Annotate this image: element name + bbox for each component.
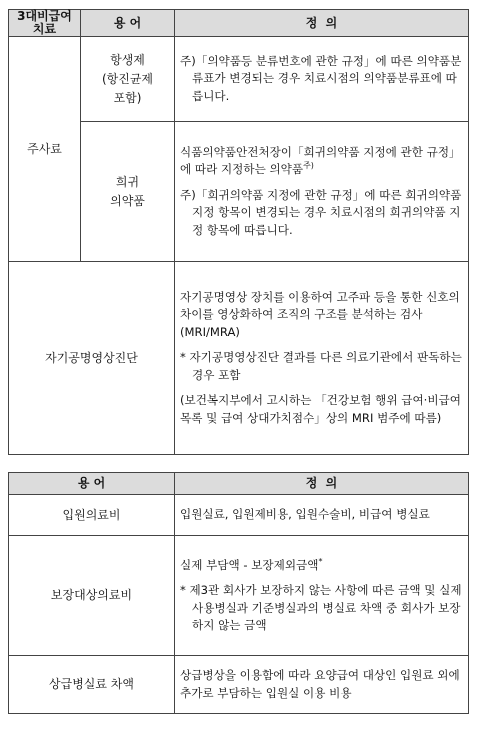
header-definition: 정 의 [175, 473, 469, 495]
header-term: 용 어 [9, 473, 175, 495]
definition-inpatient-cost: 입원실료, 입원제비용, 입원수술비, 비급여 병실료 [175, 495, 469, 536]
definition-mri: 자기공명영상 장치를 이용하여 고주파 등을 통한 신호의 차이를 영상화하여 조직의 구조를 분석하는 검사(MRI/MRA) * 자기공명영상진단 결과를 다른 의료기관에서 판독하는 경우 포함 (보건복지부에서 고시하는 「건강보험 행위 급여·비급여 목록 및 급여 상대가치점수」상의 MRI 범주에 따름) [175, 262, 469, 455]
table-row [9, 495, 469, 536]
header-definition: 정 의 [175, 10, 469, 37]
table-row [9, 656, 469, 714]
term-injection-fee: 주사료 [9, 37, 81, 262]
definition-upper-room-diff: 상급병상을 이용함에 따라 요양급여 대상인 입원료 외에 추가로 부담하는 입원실 이용 비용 [175, 656, 469, 714]
header-term: 용 어 [81, 10, 175, 37]
term-upper-room-diff: 상급병실료 차액 [9, 656, 175, 714]
definition-covered-cost: 실제 부담액 - 보장제외금액* * 제3관 회사가 보장하지 않는 사항에 따른 금액 및 실제 사용병실과 기준병실과의 병실료 차액 중 회사가 보장하지 않는 금액 [175, 536, 469, 656]
header-treatment-category: 3대비급여 치료 [9, 10, 81, 37]
term-covered-cost: 보장대상의료비 [9, 536, 175, 656]
term-inpatient-cost: 입원의료비 [9, 495, 175, 536]
term-antibiotic: 항생제 (항진균제 포함) [81, 37, 175, 122]
table-row [9, 536, 469, 656]
definition-orphan-drug: 식품의약품안전처장이「희귀의약품 지정에 관한 규정」에 따라 지정하는 의약품$^{주)}$ 주)「희귀의약품 지정에 관한 규정」에 따른 희귀의약품 지정 항목이 변경되는 경우 치료시점의 희귀의약품 지정 항목에 따릅니다. [175, 122, 469, 262]
term-orphan-drug: 희귀 의약품 [81, 122, 175, 262]
terms-table-hospitalization [8, 472, 469, 714]
term-mri: 자기공명영상진단 [9, 262, 175, 455]
terms-table-treatment [8, 9, 469, 455]
definition-antibiotic: 주)「의약품등 분류번호에 관한 규정」에 따른 의약품분류표가 변경되는 경우 치료시점의 의약품분류표에 따릅니다. [175, 37, 469, 122]
